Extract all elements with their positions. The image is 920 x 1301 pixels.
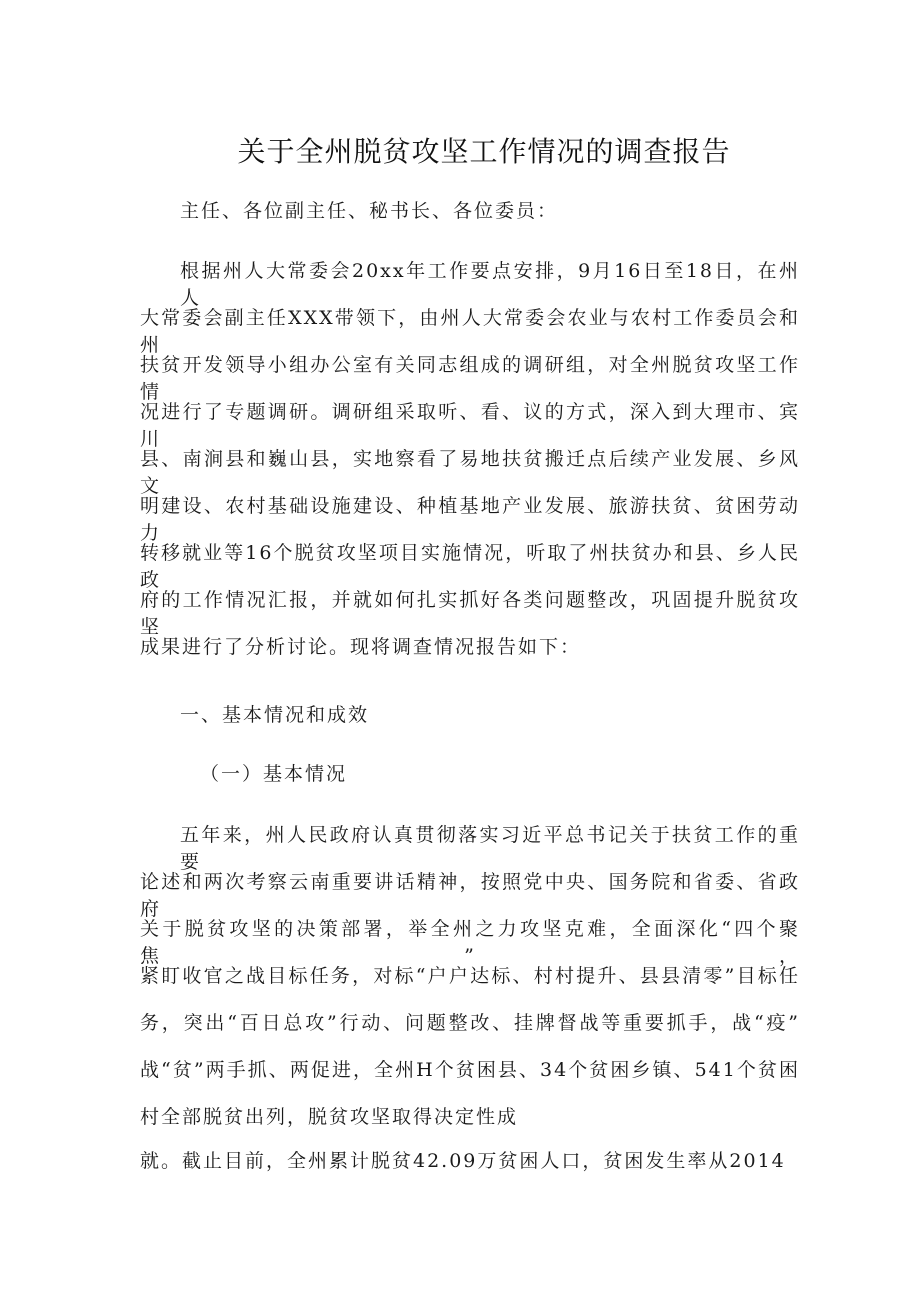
paragraph-line: 府的工作情况汇报，并就如何扎实抓好各类问题整改，巩固提升脱贫攻坚 [140,589,800,638]
section-heading: 一、基本情况和成效 [180,704,370,726]
paragraph-line: 大常委会副主任XXX带领下，由州人大常委会农业与农村工作委员会和州 [140,307,800,356]
salutation: 主任、各位副主任、秘书长、各位委员： [180,200,559,222]
paragraph-line: 务，突出“百日总攻”行动、问题整改、挂牌督战等重要抓手，战“疫” [140,1012,800,1034]
paragraph-line: 战“贫”两手抓、两促进，全州H个贫困县、34个贫困乡镇、541个贫困 [140,1059,800,1081]
paragraph-line: 县、南涧县和巍山县，实地察看了易地扶贫搬迁点后续产业发展、乡风文 [140,448,800,497]
subsection-heading: （一）基本情况 [200,763,348,785]
document-title: 关于全州脱贫攻坚工作情况的调查报告 [237,135,731,168]
paragraph-line: 关于脱贫攻坚的决策部署，举全州之力攻坚克难，全面深化“四个聚焦”， [140,918,800,967]
paragraph-line: 五年来，州人民政府认真贯彻落实习近平总书记关于扶贫工作的重要 [180,824,800,873]
paragraph-line: 扶贫开发领导小组办公室有关同志组成的调研组，对全州脱贫攻坚工作情 [140,354,800,403]
paragraph-line: 成果进行了分析讨论。现将调查情况报告如下： [140,636,582,658]
paragraph-line: 况进行了专题调研。调研组采取听、看、议的方式，深入到大理市、宾川 [140,401,800,450]
paragraph-line: 转移就业等16个脱贫攻坚项目实施情况，听取了州扶贫办和县、乡人民政 [140,542,800,591]
paragraph-line: 根据州人大常委会20xx年工作要点安排，9月16日至18日，在州人 [180,260,800,309]
paragraph-line: 就。截止目前，全州累计脱贫42.09万贫困人口，贫困发生率从2014 [140,1150,786,1172]
paragraph-line: 论述和两次考察云南重要讲话精神，按照党中央、国务院和省委、省政府 [140,871,800,920]
paragraph-line: 明建设、农村基础设施建设、种植基地产业发展、旅游扶贫、贫困劳动力 [140,495,800,544]
paragraph-line: 紧盯收官之战目标任务，对标“户户达标、村村提升、县县清零”目标任 [140,965,800,987]
paragraph-line: 村全部脱贫出列，脱贫攻坚取得决定性成 [140,1106,519,1128]
